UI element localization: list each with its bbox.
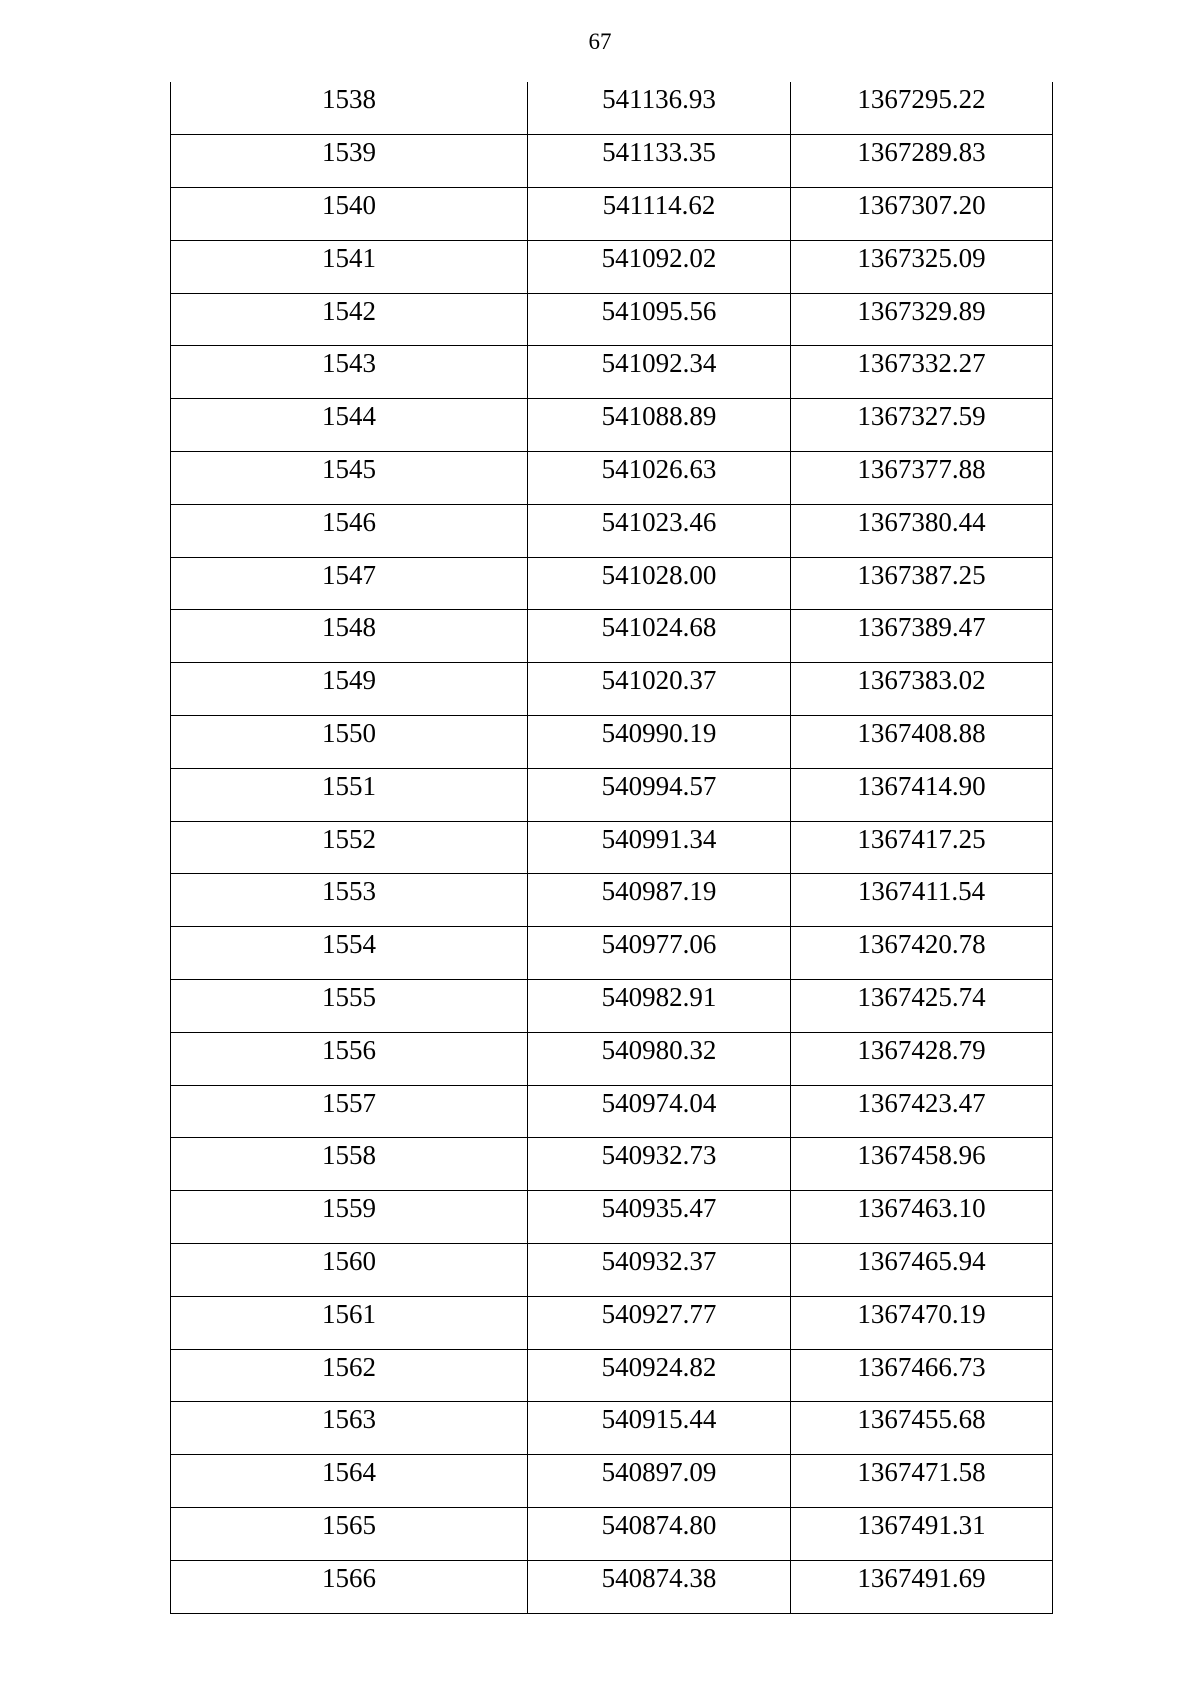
y-coordinate-cell: 1367420.78 — [791, 927, 1053, 980]
y-coordinate-cell: 1367383.02 — [791, 663, 1053, 716]
y-coordinate-cell: 1367380.44 — [791, 504, 1053, 557]
table-row — [171, 1085, 1053, 1138]
coordinates-table — [170, 82, 1053, 1614]
table-row — [171, 874, 1053, 927]
point-number-cell: 1544 — [171, 399, 528, 452]
y-coordinate-cell: 1367470.19 — [791, 1296, 1053, 1349]
table-row — [171, 768, 1053, 821]
y-coordinate-cell: 1367425.74 — [791, 980, 1053, 1033]
table-row — [171, 1296, 1053, 1349]
point-number-cell: 1553 — [171, 874, 528, 927]
y-coordinate-cell: 1367491.31 — [791, 1508, 1053, 1561]
point-number-cell: 1555 — [171, 980, 528, 1033]
point-number-cell: 1545 — [171, 452, 528, 505]
x-coordinate-cell: 540915.44 — [528, 1402, 791, 1455]
x-coordinate-cell: 540874.38 — [528, 1560, 791, 1613]
x-coordinate-cell: 540932.73 — [528, 1138, 791, 1191]
point-number-cell: 1559 — [171, 1191, 528, 1244]
y-coordinate-cell: 1367463.10 — [791, 1191, 1053, 1244]
point-number-cell: 1566 — [171, 1560, 528, 1613]
y-coordinate-cell: 1367458.96 — [791, 1138, 1053, 1191]
y-coordinate-cell: 1367389.47 — [791, 610, 1053, 663]
x-coordinate-cell: 540874.80 — [528, 1508, 791, 1561]
x-coordinate-cell: 541020.37 — [528, 663, 791, 716]
point-number-cell: 1565 — [171, 1508, 528, 1561]
x-coordinate-cell: 541092.34 — [528, 346, 791, 399]
y-coordinate-cell: 1367387.25 — [791, 557, 1053, 610]
table-row — [171, 293, 1053, 346]
y-coordinate-cell: 1367332.27 — [791, 346, 1053, 399]
x-coordinate-cell: 541133.35 — [528, 135, 791, 188]
y-coordinate-cell: 1367325.09 — [791, 240, 1053, 293]
y-coordinate-cell: 1367417.25 — [791, 821, 1053, 874]
point-number-cell: 1547 — [171, 557, 528, 610]
x-coordinate-cell: 541028.00 — [528, 557, 791, 610]
table-row — [171, 1244, 1053, 1297]
x-coordinate-cell: 541136.93 — [528, 82, 791, 135]
point-number-cell: 1538 — [171, 82, 528, 135]
x-coordinate-cell: 540994.57 — [528, 768, 791, 821]
table-row — [171, 1138, 1053, 1191]
x-coordinate-cell: 540924.82 — [528, 1349, 791, 1402]
table-row — [171, 1560, 1053, 1613]
table-row — [171, 346, 1053, 399]
y-coordinate-cell: 1367411.54 — [791, 874, 1053, 927]
x-coordinate-cell: 540990.19 — [528, 716, 791, 769]
y-coordinate-cell: 1367289.83 — [791, 135, 1053, 188]
point-number-cell: 1561 — [171, 1296, 528, 1349]
table-row — [171, 240, 1053, 293]
table-row — [171, 927, 1053, 980]
point-number-cell: 1562 — [171, 1349, 528, 1402]
x-coordinate-cell: 540977.06 — [528, 927, 791, 980]
y-coordinate-cell: 1367408.88 — [791, 716, 1053, 769]
y-coordinate-cell: 1367307.20 — [791, 188, 1053, 241]
point-number-cell: 1539 — [171, 135, 528, 188]
y-coordinate-cell: 1367377.88 — [791, 452, 1053, 505]
x-coordinate-cell: 540982.91 — [528, 980, 791, 1033]
y-coordinate-cell: 1367455.68 — [791, 1402, 1053, 1455]
x-coordinate-cell: 540987.19 — [528, 874, 791, 927]
x-coordinate-cell: 541088.89 — [528, 399, 791, 452]
y-coordinate-cell: 1367329.89 — [791, 293, 1053, 346]
table-row — [171, 1349, 1053, 1402]
table-row — [171, 821, 1053, 874]
point-number-cell: 1549 — [171, 663, 528, 716]
x-coordinate-cell: 541095.56 — [528, 293, 791, 346]
x-coordinate-cell: 540927.77 — [528, 1296, 791, 1349]
x-coordinate-cell: 540991.34 — [528, 821, 791, 874]
y-coordinate-cell: 1367466.73 — [791, 1349, 1053, 1402]
x-coordinate-cell: 541092.02 — [528, 240, 791, 293]
table-row — [171, 557, 1053, 610]
x-coordinate-cell: 540932.37 — [528, 1244, 791, 1297]
table-row — [171, 1032, 1053, 1085]
y-coordinate-cell: 1367423.47 — [791, 1085, 1053, 1138]
y-coordinate-cell: 1367295.22 — [791, 82, 1053, 135]
point-number-cell: 1556 — [171, 1032, 528, 1085]
x-coordinate-cell: 541114.62 — [528, 188, 791, 241]
table-row — [171, 1402, 1053, 1455]
point-number-cell: 1554 — [171, 927, 528, 980]
point-number-cell: 1551 — [171, 768, 528, 821]
table-row — [171, 1455, 1053, 1508]
y-coordinate-cell: 1367491.69 — [791, 1560, 1053, 1613]
table-row — [171, 452, 1053, 505]
point-number-cell: 1564 — [171, 1455, 528, 1508]
point-number-cell: 1560 — [171, 1244, 528, 1297]
point-number-cell: 1552 — [171, 821, 528, 874]
point-number-cell: 1563 — [171, 1402, 528, 1455]
point-number-cell: 1542 — [171, 293, 528, 346]
table-row — [171, 188, 1053, 241]
point-number-cell: 1546 — [171, 504, 528, 557]
table-row — [171, 399, 1053, 452]
x-coordinate-cell: 541026.63 — [528, 452, 791, 505]
table-row — [171, 610, 1053, 663]
point-number-cell: 1541 — [171, 240, 528, 293]
point-number-cell: 1550 — [171, 716, 528, 769]
table-row — [171, 716, 1053, 769]
x-coordinate-cell: 540935.47 — [528, 1191, 791, 1244]
point-number-cell: 1540 — [171, 188, 528, 241]
table-row — [171, 504, 1053, 557]
table-row — [171, 135, 1053, 188]
y-coordinate-cell: 1367428.79 — [791, 1032, 1053, 1085]
x-coordinate-cell: 541024.68 — [528, 610, 791, 663]
table-row — [171, 663, 1053, 716]
x-coordinate-cell: 541023.46 — [528, 504, 791, 557]
y-coordinate-cell: 1367414.90 — [791, 768, 1053, 821]
table-row — [171, 1191, 1053, 1244]
y-coordinate-cell: 1367327.59 — [791, 399, 1053, 452]
x-coordinate-cell: 540897.09 — [528, 1455, 791, 1508]
point-number-cell: 1543 — [171, 346, 528, 399]
page-number: 67 — [588, 29, 612, 54]
point-number-cell: 1558 — [171, 1138, 528, 1191]
y-coordinate-cell: 1367465.94 — [791, 1244, 1053, 1297]
point-number-cell: 1548 — [171, 610, 528, 663]
y-coordinate-cell: 1367471.58 — [791, 1455, 1053, 1508]
table-row — [171, 980, 1053, 1033]
table-row — [171, 1508, 1053, 1561]
x-coordinate-cell: 540974.04 — [528, 1085, 791, 1138]
table-body — [171, 82, 1053, 1613]
x-coordinate-cell: 540980.32 — [528, 1032, 791, 1085]
point-number-cell: 1557 — [171, 1085, 528, 1138]
table-row — [171, 82, 1053, 135]
